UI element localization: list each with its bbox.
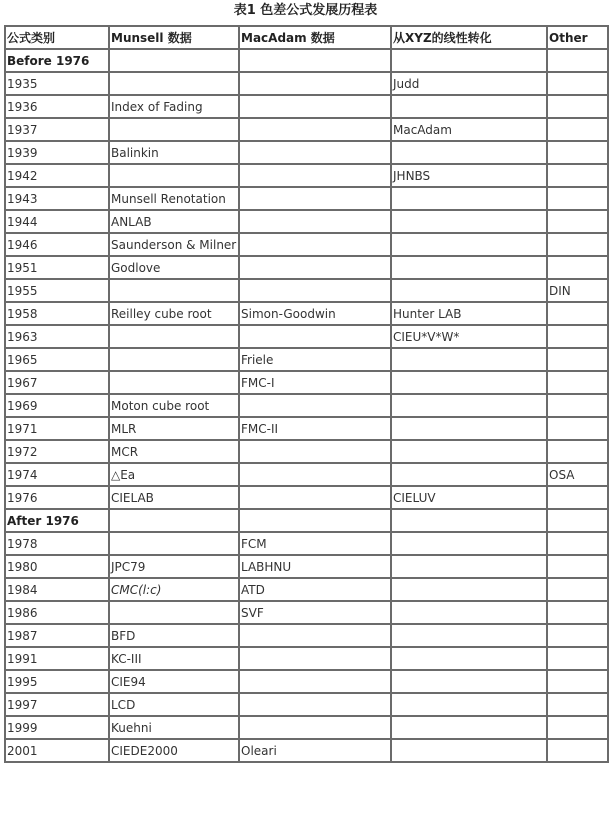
table-row — [5, 624, 608, 647]
table-row — [5, 371, 608, 394]
table-caption: 表1 色差公式发展历程表 — [233, 3, 378, 18]
xyz-cell — [391, 371, 547, 394]
other-cell — [547, 49, 608, 72]
year-cell: 1967 — [5, 371, 109, 394]
xyz-cell — [391, 440, 547, 463]
other-cell — [547, 509, 608, 532]
munsell-cell: CMC(l:c) — [109, 578, 239, 601]
xyz-cell: Judd — [391, 72, 547, 95]
macadam-cell — [239, 463, 391, 486]
xyz-cell — [391, 555, 547, 578]
xyz-cell — [391, 187, 547, 210]
macadam-cell — [239, 49, 391, 72]
xyz-cell — [391, 95, 547, 118]
macadam-cell — [239, 394, 391, 417]
other-cell — [547, 578, 608, 601]
xyz-cell — [391, 463, 547, 486]
xyz-cell: MacAdam — [391, 118, 547, 141]
table-row — [5, 670, 608, 693]
macadam-cell — [239, 279, 391, 302]
other-cell — [547, 164, 608, 187]
xyz-cell — [391, 210, 547, 233]
year-cell: 1991 — [5, 647, 109, 670]
color-difference-formula-table — [4, 25, 609, 763]
table-row — [5, 256, 608, 279]
munsell-cell — [109, 348, 239, 371]
munsell-cell — [109, 279, 239, 302]
year-cell: 1937 — [5, 118, 109, 141]
other-cell — [547, 348, 608, 371]
munsell-cell — [109, 49, 239, 72]
macadam-cell: LABHNU — [239, 555, 391, 578]
xyz-cell — [391, 624, 547, 647]
xyz-cell — [391, 509, 547, 532]
munsell-cell — [109, 371, 239, 394]
table-row — [5, 440, 608, 463]
xyz-cell — [391, 141, 547, 164]
year-cell: 1978 — [5, 532, 109, 555]
other-cell — [547, 371, 608, 394]
macadam-cell: FCM — [239, 532, 391, 555]
table-header-row — [5, 26, 608, 49]
other-cell — [547, 670, 608, 693]
macadam-cell — [239, 210, 391, 233]
table-row — [5, 72, 608, 95]
xyz-cell — [391, 233, 547, 256]
year-cell: 1987 — [5, 624, 109, 647]
year-cell: Before 1976 — [5, 49, 109, 72]
table-row — [5, 486, 608, 509]
other-cell — [547, 716, 608, 739]
year-cell: 1969 — [5, 394, 109, 417]
year-cell: 1976 — [5, 486, 109, 509]
munsell-cell: MCR — [109, 440, 239, 463]
other-cell — [547, 118, 608, 141]
table-row — [5, 233, 608, 256]
macadam-cell — [239, 693, 391, 716]
munsell-cell — [109, 72, 239, 95]
xyz-cell — [391, 532, 547, 555]
year-cell: 1951 — [5, 256, 109, 279]
table-row — [5, 210, 608, 233]
table-row — [5, 141, 608, 164]
table-row — [5, 118, 608, 141]
macadam-cell: ATD — [239, 578, 391, 601]
macadam-cell — [239, 256, 391, 279]
table-row — [5, 716, 608, 739]
table-row — [5, 348, 608, 371]
year-cell: 1958 — [5, 302, 109, 325]
xyz-cell — [391, 739, 547, 762]
section-row — [5, 49, 608, 72]
table-row — [5, 417, 608, 440]
xyz-cell — [391, 601, 547, 624]
header-formula-category: 公式类别 — [5, 26, 109, 49]
xyz-cell — [391, 348, 547, 371]
munsell-cell: Munsell Renotation — [109, 187, 239, 210]
munsell-cell: CIELAB — [109, 486, 239, 509]
xyz-cell — [391, 256, 547, 279]
xyz-cell — [391, 693, 547, 716]
macadam-cell — [239, 187, 391, 210]
xyz-cell — [391, 279, 547, 302]
macadam-cell — [239, 95, 391, 118]
munsell-cell: BFD — [109, 624, 239, 647]
table-row — [5, 325, 608, 348]
other-cell: DIN — [547, 279, 608, 302]
xyz-cell: CIELUV — [391, 486, 547, 509]
macadam-cell: Oleari — [239, 739, 391, 762]
year-cell: 1971 — [5, 417, 109, 440]
munsell-cell — [109, 325, 239, 348]
munsell-cell: Reilley cube root — [109, 302, 239, 325]
year-cell: 1986 — [5, 601, 109, 624]
other-cell — [547, 233, 608, 256]
munsell-cell: JPC79 — [109, 555, 239, 578]
macadam-cell: Friele — [239, 348, 391, 371]
table-row — [5, 601, 608, 624]
munsell-cell: Kuehni — [109, 716, 239, 739]
year-cell: 1974 — [5, 463, 109, 486]
munsell-cell: KC-III — [109, 647, 239, 670]
macadam-cell — [239, 72, 391, 95]
year-cell: 1946 — [5, 233, 109, 256]
macadam-cell: Simon-Goodwin — [239, 302, 391, 325]
other-cell — [547, 210, 608, 233]
other-cell — [547, 440, 608, 463]
header-munsell-data: Munsell 数据 — [109, 26, 239, 49]
macadam-cell — [239, 716, 391, 739]
table-row — [5, 279, 608, 302]
other-cell — [547, 601, 608, 624]
macadam-cell — [239, 647, 391, 670]
xyz-cell — [391, 716, 547, 739]
table-row — [5, 394, 608, 417]
year-cell: 1943 — [5, 187, 109, 210]
munsell-cell: CIEDE2000 — [109, 739, 239, 762]
macadam-cell — [239, 624, 391, 647]
munsell-cell: △Ea — [109, 463, 239, 486]
section-row — [5, 509, 608, 532]
macadam-cell — [239, 233, 391, 256]
munsell-cell: Balinkin — [109, 141, 239, 164]
table-row — [5, 187, 608, 210]
table-row — [5, 739, 608, 762]
xyz-cell — [391, 670, 547, 693]
macadam-cell — [239, 440, 391, 463]
year-cell: 1963 — [5, 325, 109, 348]
table-row — [5, 463, 608, 486]
year-cell: 1944 — [5, 210, 109, 233]
table-row — [5, 555, 608, 578]
other-cell — [547, 624, 608, 647]
header-macadam-data: MacAdam 数据 — [239, 26, 391, 49]
other-cell — [547, 72, 608, 95]
year-cell: 1935 — [5, 72, 109, 95]
table-row — [5, 95, 608, 118]
munsell-cell — [109, 118, 239, 141]
year-cell: 1980 — [5, 555, 109, 578]
xyz-cell: CIEU*V*W* — [391, 325, 547, 348]
year-cell: 1955 — [5, 279, 109, 302]
year-cell: 1997 — [5, 693, 109, 716]
munsell-cell: Godlove — [109, 256, 239, 279]
other-cell — [547, 256, 608, 279]
macadam-cell — [239, 118, 391, 141]
xyz-cell — [391, 394, 547, 417]
munsell-cell: CIE94 — [109, 670, 239, 693]
year-cell: 1972 — [5, 440, 109, 463]
xyz-cell — [391, 647, 547, 670]
table-row — [5, 302, 608, 325]
munsell-cell: Index of Fading — [109, 95, 239, 118]
other-cell — [547, 394, 608, 417]
munsell-cell: Saunderson & Milner — [109, 233, 239, 256]
munsell-cell — [109, 601, 239, 624]
macadam-cell — [239, 141, 391, 164]
macadam-cell — [239, 164, 391, 187]
other-cell — [547, 95, 608, 118]
macadam-cell — [239, 670, 391, 693]
year-cell: After 1976 — [5, 509, 109, 532]
other-cell: OSA — [547, 463, 608, 486]
macadam-cell: SVF — [239, 601, 391, 624]
header-xyz-linear-transform: 从XYZ的线性转化 — [391, 26, 547, 49]
table-row — [5, 693, 608, 716]
macadam-cell — [239, 325, 391, 348]
other-cell — [547, 141, 608, 164]
munsell-cell — [109, 164, 239, 187]
year-cell: 1939 — [5, 141, 109, 164]
year-cell: 1984 — [5, 578, 109, 601]
other-cell — [547, 647, 608, 670]
year-cell: 1942 — [5, 164, 109, 187]
year-cell: 2001 — [5, 739, 109, 762]
other-cell — [547, 693, 608, 716]
table-body — [5, 49, 608, 762]
macadam-cell — [239, 486, 391, 509]
table-row — [5, 647, 608, 670]
other-cell — [547, 555, 608, 578]
macadam-cell: FMC-II — [239, 417, 391, 440]
xyz-cell — [391, 578, 547, 601]
xyz-cell: JHNBS — [391, 164, 547, 187]
munsell-cell — [109, 509, 239, 532]
munsell-cell: MLR — [109, 417, 239, 440]
year-cell: 1965 — [5, 348, 109, 371]
munsell-cell — [109, 532, 239, 555]
other-cell — [547, 739, 608, 762]
year-cell: 1999 — [5, 716, 109, 739]
other-cell — [547, 417, 608, 440]
other-cell — [547, 302, 608, 325]
xyz-cell: Hunter LAB — [391, 302, 547, 325]
xyz-cell — [391, 417, 547, 440]
xyz-cell — [391, 49, 547, 72]
year-cell: 1936 — [5, 95, 109, 118]
table-row — [5, 578, 608, 601]
header-other: Other — [547, 26, 608, 49]
other-cell — [547, 532, 608, 555]
munsell-cell: ANLAB — [109, 210, 239, 233]
table-row — [5, 532, 608, 555]
munsell-cell: Moton cube root — [109, 394, 239, 417]
macadam-cell: FMC-I — [239, 371, 391, 394]
munsell-cell: LCD — [109, 693, 239, 716]
other-cell — [547, 325, 608, 348]
year-cell: 1995 — [5, 670, 109, 693]
other-cell — [547, 187, 608, 210]
macadam-cell — [239, 509, 391, 532]
other-cell — [547, 486, 608, 509]
table-row — [5, 164, 608, 187]
